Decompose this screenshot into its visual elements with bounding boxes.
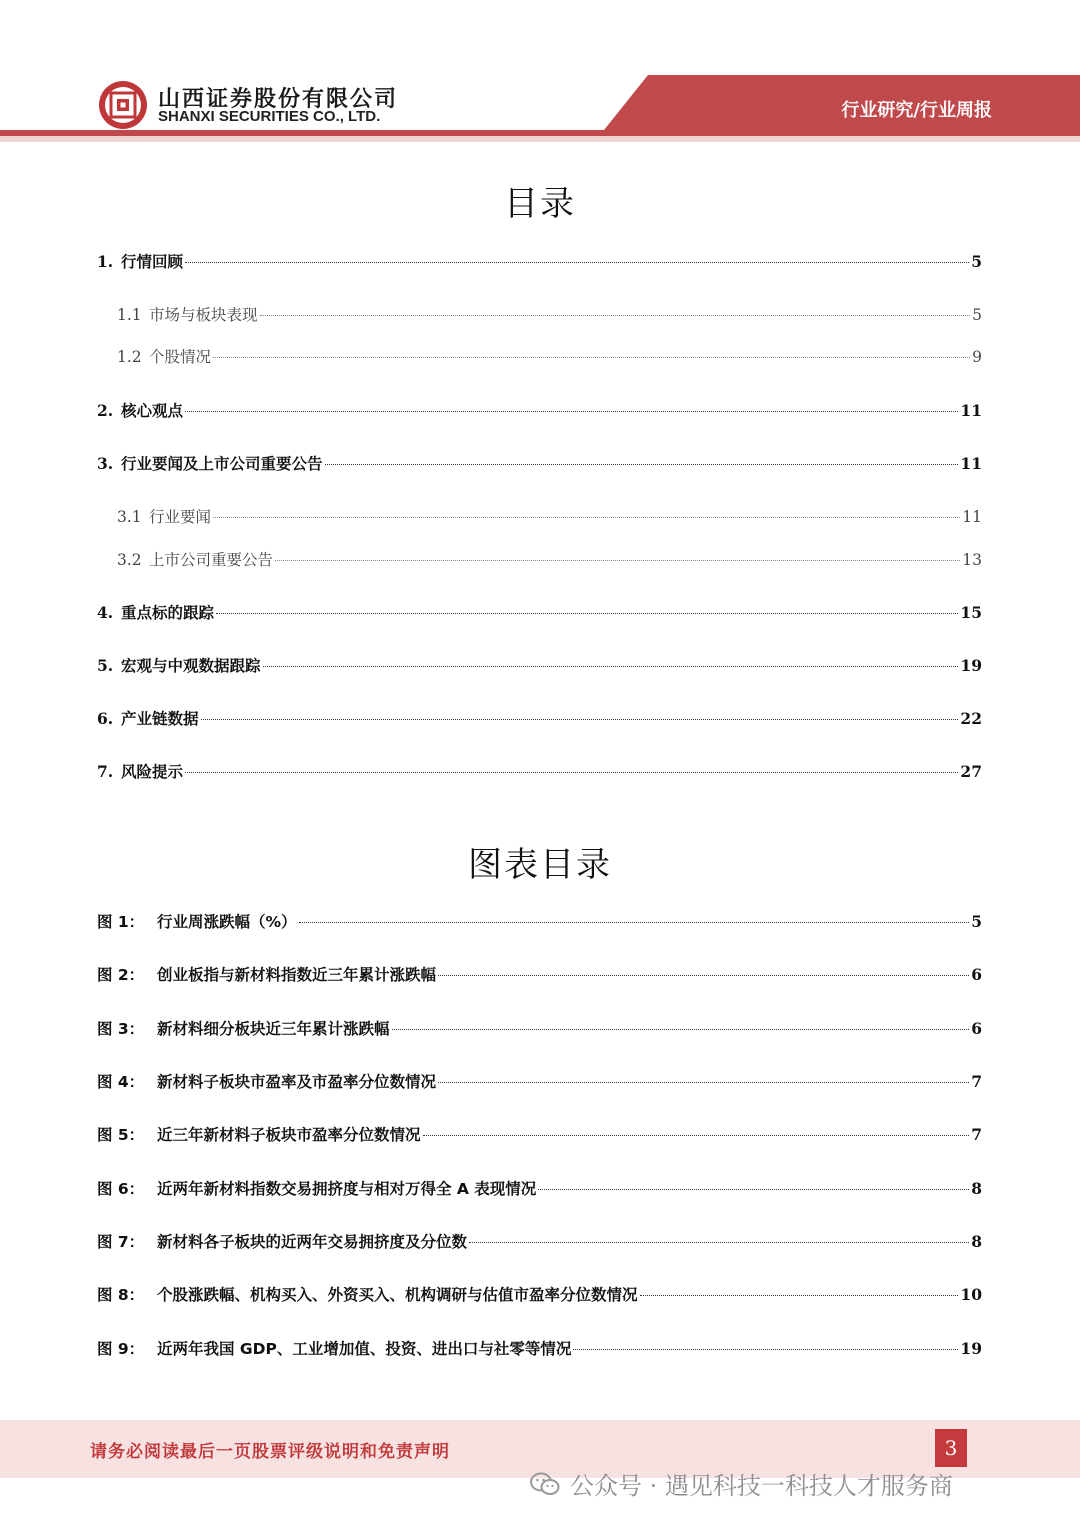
figure-entry-text: 近两年我国 GDP、工业增加值、投资、进出口与社零等情况	[157, 1340, 572, 1358]
figure-entry-text: 新材料各子板块的近两年交易拥挤度及分位数	[157, 1233, 468, 1251]
company-name-en: SHANXI SECURITIES CO., LTD.	[158, 108, 381, 125]
figures-title: 图表目录	[468, 845, 612, 885]
figure-entry-text: 新材料子板块市盈率及市盈率分位数情况	[157, 1073, 437, 1091]
figure-entry[interactable]	[97, 1177, 982, 1199]
figure-entry-page: 6	[971, 1019, 982, 1038]
figure-entry-page: 7	[971, 1072, 982, 1091]
dot-leader	[185, 262, 969, 263]
dot-leader	[263, 666, 959, 667]
toc-entry-page: 15	[960, 603, 982, 622]
figure-entry-number: 图 5：	[97, 1126, 145, 1144]
disclaimer-text: 请务必阅读最后一页股票评级说明和免责声明	[90, 1442, 450, 1462]
figure-entry-text: 创业板指与新材料指数近三年累计涨跌幅	[157, 966, 437, 984]
toc-entry-number: 1.1	[117, 306, 142, 324]
figure-entry-text: 个股涨跌幅、机构买入、外资买入、机构调研与估值市盈率分位数情况	[157, 1286, 638, 1304]
figure-entry-page: 19	[960, 1339, 982, 1358]
toc-entry-number: 2.	[97, 401, 114, 420]
dot-leader	[538, 1189, 969, 1190]
toc-entry-text: 产业链数据	[121, 710, 199, 728]
dot-leader	[423, 1135, 970, 1136]
toc-entry-page: 11	[960, 401, 982, 420]
figure-entry-page: 6	[971, 965, 982, 984]
dot-leader	[299, 922, 970, 923]
toc-entry-number: 1.	[97, 252, 114, 271]
dot-leader	[275, 560, 960, 561]
toc-entry-text: 行情回顾	[121, 253, 184, 271]
figure-entry-number: 图 2：	[97, 966, 145, 984]
dot-leader	[260, 315, 971, 316]
toc-entry-text: 行业要闻及上市公司重要公告	[121, 455, 323, 473]
toc-entry[interactable]	[97, 399, 982, 421]
toc-subentry[interactable]	[117, 303, 982, 325]
figure-entry[interactable]	[97, 910, 982, 932]
dot-leader	[469, 1242, 969, 1243]
dot-leader	[438, 1082, 969, 1083]
figure-entry[interactable]	[97, 1070, 982, 1092]
toc-entry-page: 22	[960, 709, 982, 728]
toc-entry-page: 11	[960, 454, 982, 473]
figure-entry-number: 图 9：	[97, 1340, 145, 1358]
toc-entry-number: 3.2	[117, 551, 142, 569]
company-name-cn: 山西证券股份有限公司	[158, 87, 399, 112]
toc-entry[interactable]	[97, 707, 982, 729]
toc-entry-page: 19	[960, 656, 982, 675]
dot-leader	[573, 1349, 958, 1350]
toc-entry-page: 5	[972, 306, 982, 324]
toc-entry-text: 核心观点	[121, 402, 184, 420]
toc-subentry[interactable]	[117, 548, 982, 570]
company-logo-icon	[97, 79, 149, 131]
toc-entry-number: 3.	[97, 454, 114, 473]
figure-entry-page: 8	[971, 1232, 982, 1251]
figure-entry[interactable]	[97, 1017, 982, 1039]
wechat-icon	[530, 1471, 560, 1497]
toc-title: 目录	[504, 184, 576, 224]
figure-entry-number: 图 8：	[97, 1286, 145, 1304]
dot-leader	[216, 613, 958, 614]
toc-entry-text: 宏观与中观数据跟踪	[121, 657, 261, 675]
toc-entry-page: 27	[960, 762, 982, 781]
dot-leader	[640, 1295, 959, 1296]
toc-entry-number: 5.	[97, 656, 114, 675]
toc-entry[interactable]	[97, 601, 982, 623]
toc-entry-page: 5	[971, 252, 982, 271]
figure-entry-text: 近三年新材料子板块市盈率分位数情况	[157, 1126, 421, 1144]
figure-entry-page: 8	[971, 1179, 982, 1198]
dot-leader	[213, 357, 970, 358]
toc-entry-text: 市场与板块表现	[149, 306, 258, 324]
figure-entry[interactable]	[97, 1283, 982, 1305]
toc-entry-text: 个股情况	[149, 348, 212, 366]
toc-subentry[interactable]	[117, 345, 982, 367]
figure-entry[interactable]	[97, 1337, 982, 1359]
toc-entry-number: 7.	[97, 762, 114, 781]
dot-leader	[185, 772, 958, 773]
toc-entry-number: 4.	[97, 603, 114, 622]
toc-entry-page: 11	[962, 508, 982, 526]
figure-entry-page: 5	[971, 912, 982, 931]
figure-entry[interactable]	[97, 963, 982, 985]
toc-subentry[interactable]	[117, 505, 982, 527]
toc-entry-page: 9	[972, 348, 982, 366]
dot-leader	[392, 1029, 970, 1030]
toc-entry-text: 风险提示	[121, 763, 184, 781]
dot-leader	[185, 411, 958, 412]
watermark	[530, 1466, 953, 1501]
toc-entry[interactable]	[97, 654, 982, 676]
toc-entry-number: 1.2	[117, 348, 142, 366]
toc-entry-text: 重点标的跟踪	[121, 604, 215, 622]
toc-entry-number: 3.1	[117, 508, 142, 526]
figure-entry[interactable]	[97, 1230, 982, 1252]
toc-entry-text: 上市公司重要公告	[149, 551, 274, 569]
figure-entry[interactable]	[97, 1123, 982, 1145]
watermark-text: 公众号 · 遇见科技一科技人才服务商	[570, 1472, 953, 1500]
figure-entry-text: 行业周涨跌幅（%）	[157, 913, 297, 931]
toc-entry[interactable]	[97, 452, 982, 474]
figure-entry-text: 近两年新材料指数交易拥挤度与相对万得全 A 表现情况	[157, 1180, 537, 1198]
page-header	[0, 0, 1080, 150]
figure-entry-page: 7	[971, 1125, 982, 1144]
dot-leader	[213, 517, 960, 518]
dot-leader	[325, 464, 959, 465]
report-type-label: 行业研究/行业周报	[841, 100, 992, 121]
figure-entry-number: 图 7：	[97, 1233, 145, 1251]
figure-entry-page: 10	[960, 1285, 982, 1304]
toc-entry[interactable]	[97, 250, 982, 272]
toc-entry-page: 13	[962, 551, 982, 569]
figure-entry-text: 新材料细分板块近三年累计涨跌幅	[157, 1020, 390, 1038]
toc-entry-text: 行业要闻	[149, 508, 212, 526]
figure-entry-number: 图 1：	[97, 913, 145, 931]
figure-entry-number: 图 6：	[97, 1180, 145, 1198]
page-number: 3	[935, 1429, 967, 1467]
dot-leader	[201, 719, 959, 720]
toc-entry-number: 6.	[97, 709, 114, 728]
figure-entry-number: 图 3：	[97, 1020, 145, 1038]
toc-entry[interactable]	[97, 760, 982, 782]
dot-leader	[438, 975, 969, 976]
figure-entry-number: 图 4：	[97, 1073, 145, 1091]
